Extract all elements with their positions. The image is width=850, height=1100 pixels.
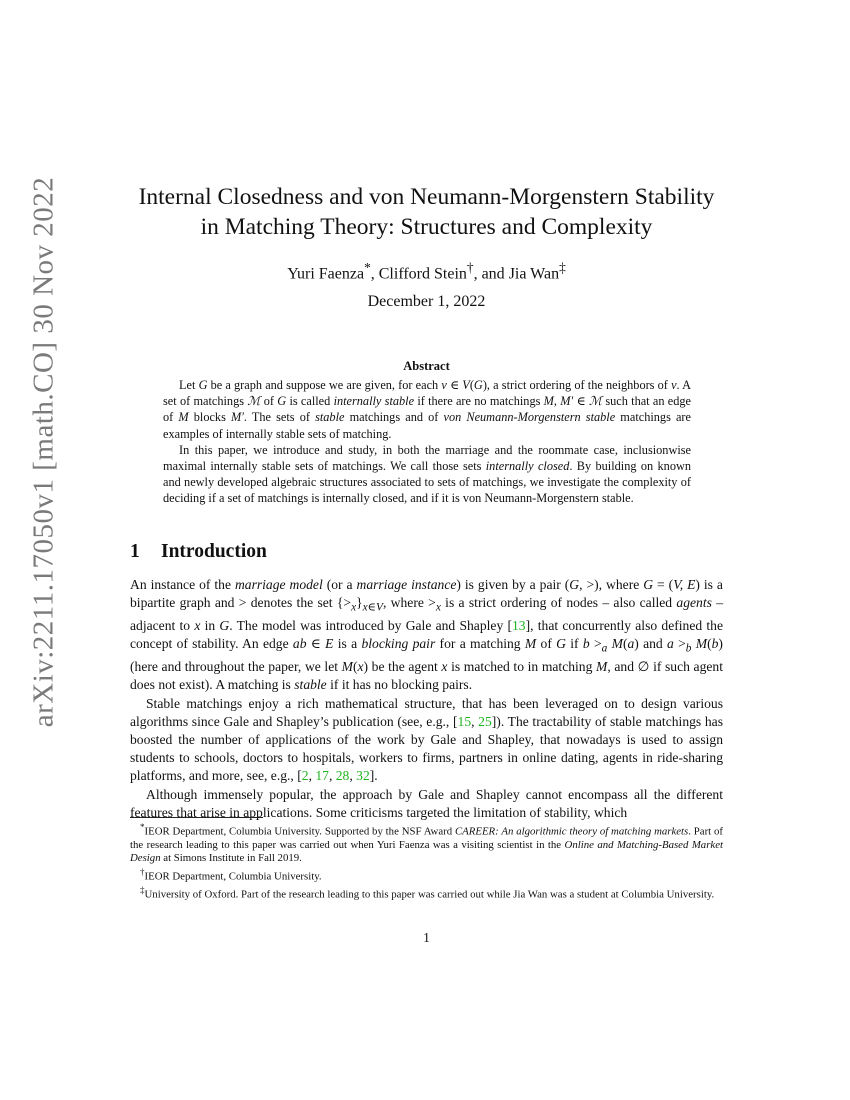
abstract-heading: Abstract: [403, 359, 450, 373]
author-name: Yuri Faenza: [287, 265, 365, 283]
paper-date: December 1, 2022: [367, 293, 486, 310]
citation-link[interactable]: 17: [315, 768, 329, 784]
title-line-1: Internal Closedness and von Neumann-Morgenstern Stability: [138, 184, 715, 210]
arxiv-sidebar-stamp: [22, 176, 66, 728]
citation-link[interactable]: 2: [301, 768, 309, 784]
section-title: Introduction: [161, 541, 267, 562]
citation-link[interactable]: 13: [512, 618, 526, 634]
footnote: †IEOR Department, Columbia University.: [140, 866, 322, 883]
abstract-text: [163, 377, 691, 507]
citation-link[interactable]: 28: [335, 768, 350, 784]
author-name: Clifford Stein: [378, 265, 467, 283]
footnotes: [130, 821, 723, 902]
citation-link[interactable]: 25: [478, 713, 492, 729]
abstract-paragraph: Let G be a graph and suppose we are given, for each v ∈ V(G), a strict ordering of the neighbors of v. A set of matchings ℳ of G is called internally stable if there are no matchings M, M′ ∈ ℳ such that an edge of M blocks M′. The sets of stable matchings and of von Neumann-Morgenstern stable matchings are examples of internally stable sets of matching.: [163, 378, 691, 441]
abstract-paragraph: In this paper, we introduce and study, in both the marriage and the roommate case, inclusionwise maximal internally stable sets of matchings. We call those sets internally closed. By building on known and newly developed algebraic structures associated to sets of matchings, we investigate the complexity of deciding if a set of matchings is internally closed, and if it is von Neumann-Morgenstern stable.: [163, 442, 691, 506]
paper-title: [130, 182, 723, 242]
footnote: ‡University of Oxford. Part of the research leading to this paper was carried out while Jia Wan was a student at Columbia University.: [140, 884, 715, 901]
section-heading-introduction: [130, 541, 267, 563]
body-paragraph: Although immensely popular, the approach by Gale and Shapley cannot encompass all the different features that arise in applications. Some criticisms targeted the limitation of stability, which: [130, 786, 723, 820]
title-line-2: in Matching Theory: Structures and Complexity: [200, 214, 653, 240]
author-name: Jia Wan: [508, 265, 560, 283]
author-list: Yuri Faenza*, Clifford Stein†, and Jia Wan‡: [287, 260, 566, 283]
citation-link[interactable]: 32: [356, 768, 370, 784]
body-paragraph: An instance of the marriage model (or a marriage instance) is given by a pair (G, >), where G = (V, E) is a bipartite graph and > denotes the set $\{>_x\}_{x\in V}$, where $>_x$ is a strict ordering of nodes – also called agents – adjacent to x in G. The model was introduced by Gale and Shapley [13], that concurrently also defined the concept of stability. An edge ab ∈ E is a blocking pair for a matching M of G if $b >_a$ M(a) and $a >_b$ M(b) (here and throughout the paper, we let M(x) be the agent x is matched to in matching M, and ∅ if such agent does not exist). A matching is stable if it has no blocking pairs.: [130, 577, 723, 693]
body-paragraph: Stable matchings enjoy a rich mathematical structure, that has been leveraged on to design various algorithms since Gale and Shapley’s publication (see, e.g., [15, 25]). The tractability of stable matchings has boosted the number of applications of the work by Gale and Shapley, that nowadays is used to assign students to schools, doctors to hospitals, workers to firms, partners in online dating, agents in ride-sharing platforms, and more, see, e.g., [2, 17, 28, 32].: [130, 695, 723, 784]
citation-link[interactable]: 15: [457, 713, 472, 729]
page-number: 1: [423, 930, 430, 945]
introduction-body: [130, 576, 723, 822]
footnote: *IEOR Department, Columbia University. Supported by the NSF Award CAREER: An algorithmic theory of matching markets. Part of the research leading to this paper was carried out when Yuri Faenza was a visiting scientist in the Online and Matching-Based Market Design at Simons Institute in Fall 2019.: [130, 822, 723, 865]
footnote-mark[interactable]: ‡: [559, 260, 566, 275]
footnote-rule: [130, 817, 263, 818]
footnote-mark[interactable]: *: [364, 260, 371, 275]
arxiv-identifier: arXiv:2211.17050v1 [math.CO] 30 Nov 2022: [27, 176, 60, 728]
footnote-mark[interactable]: †: [466, 260, 474, 275]
section-number: 1: [130, 541, 140, 562]
